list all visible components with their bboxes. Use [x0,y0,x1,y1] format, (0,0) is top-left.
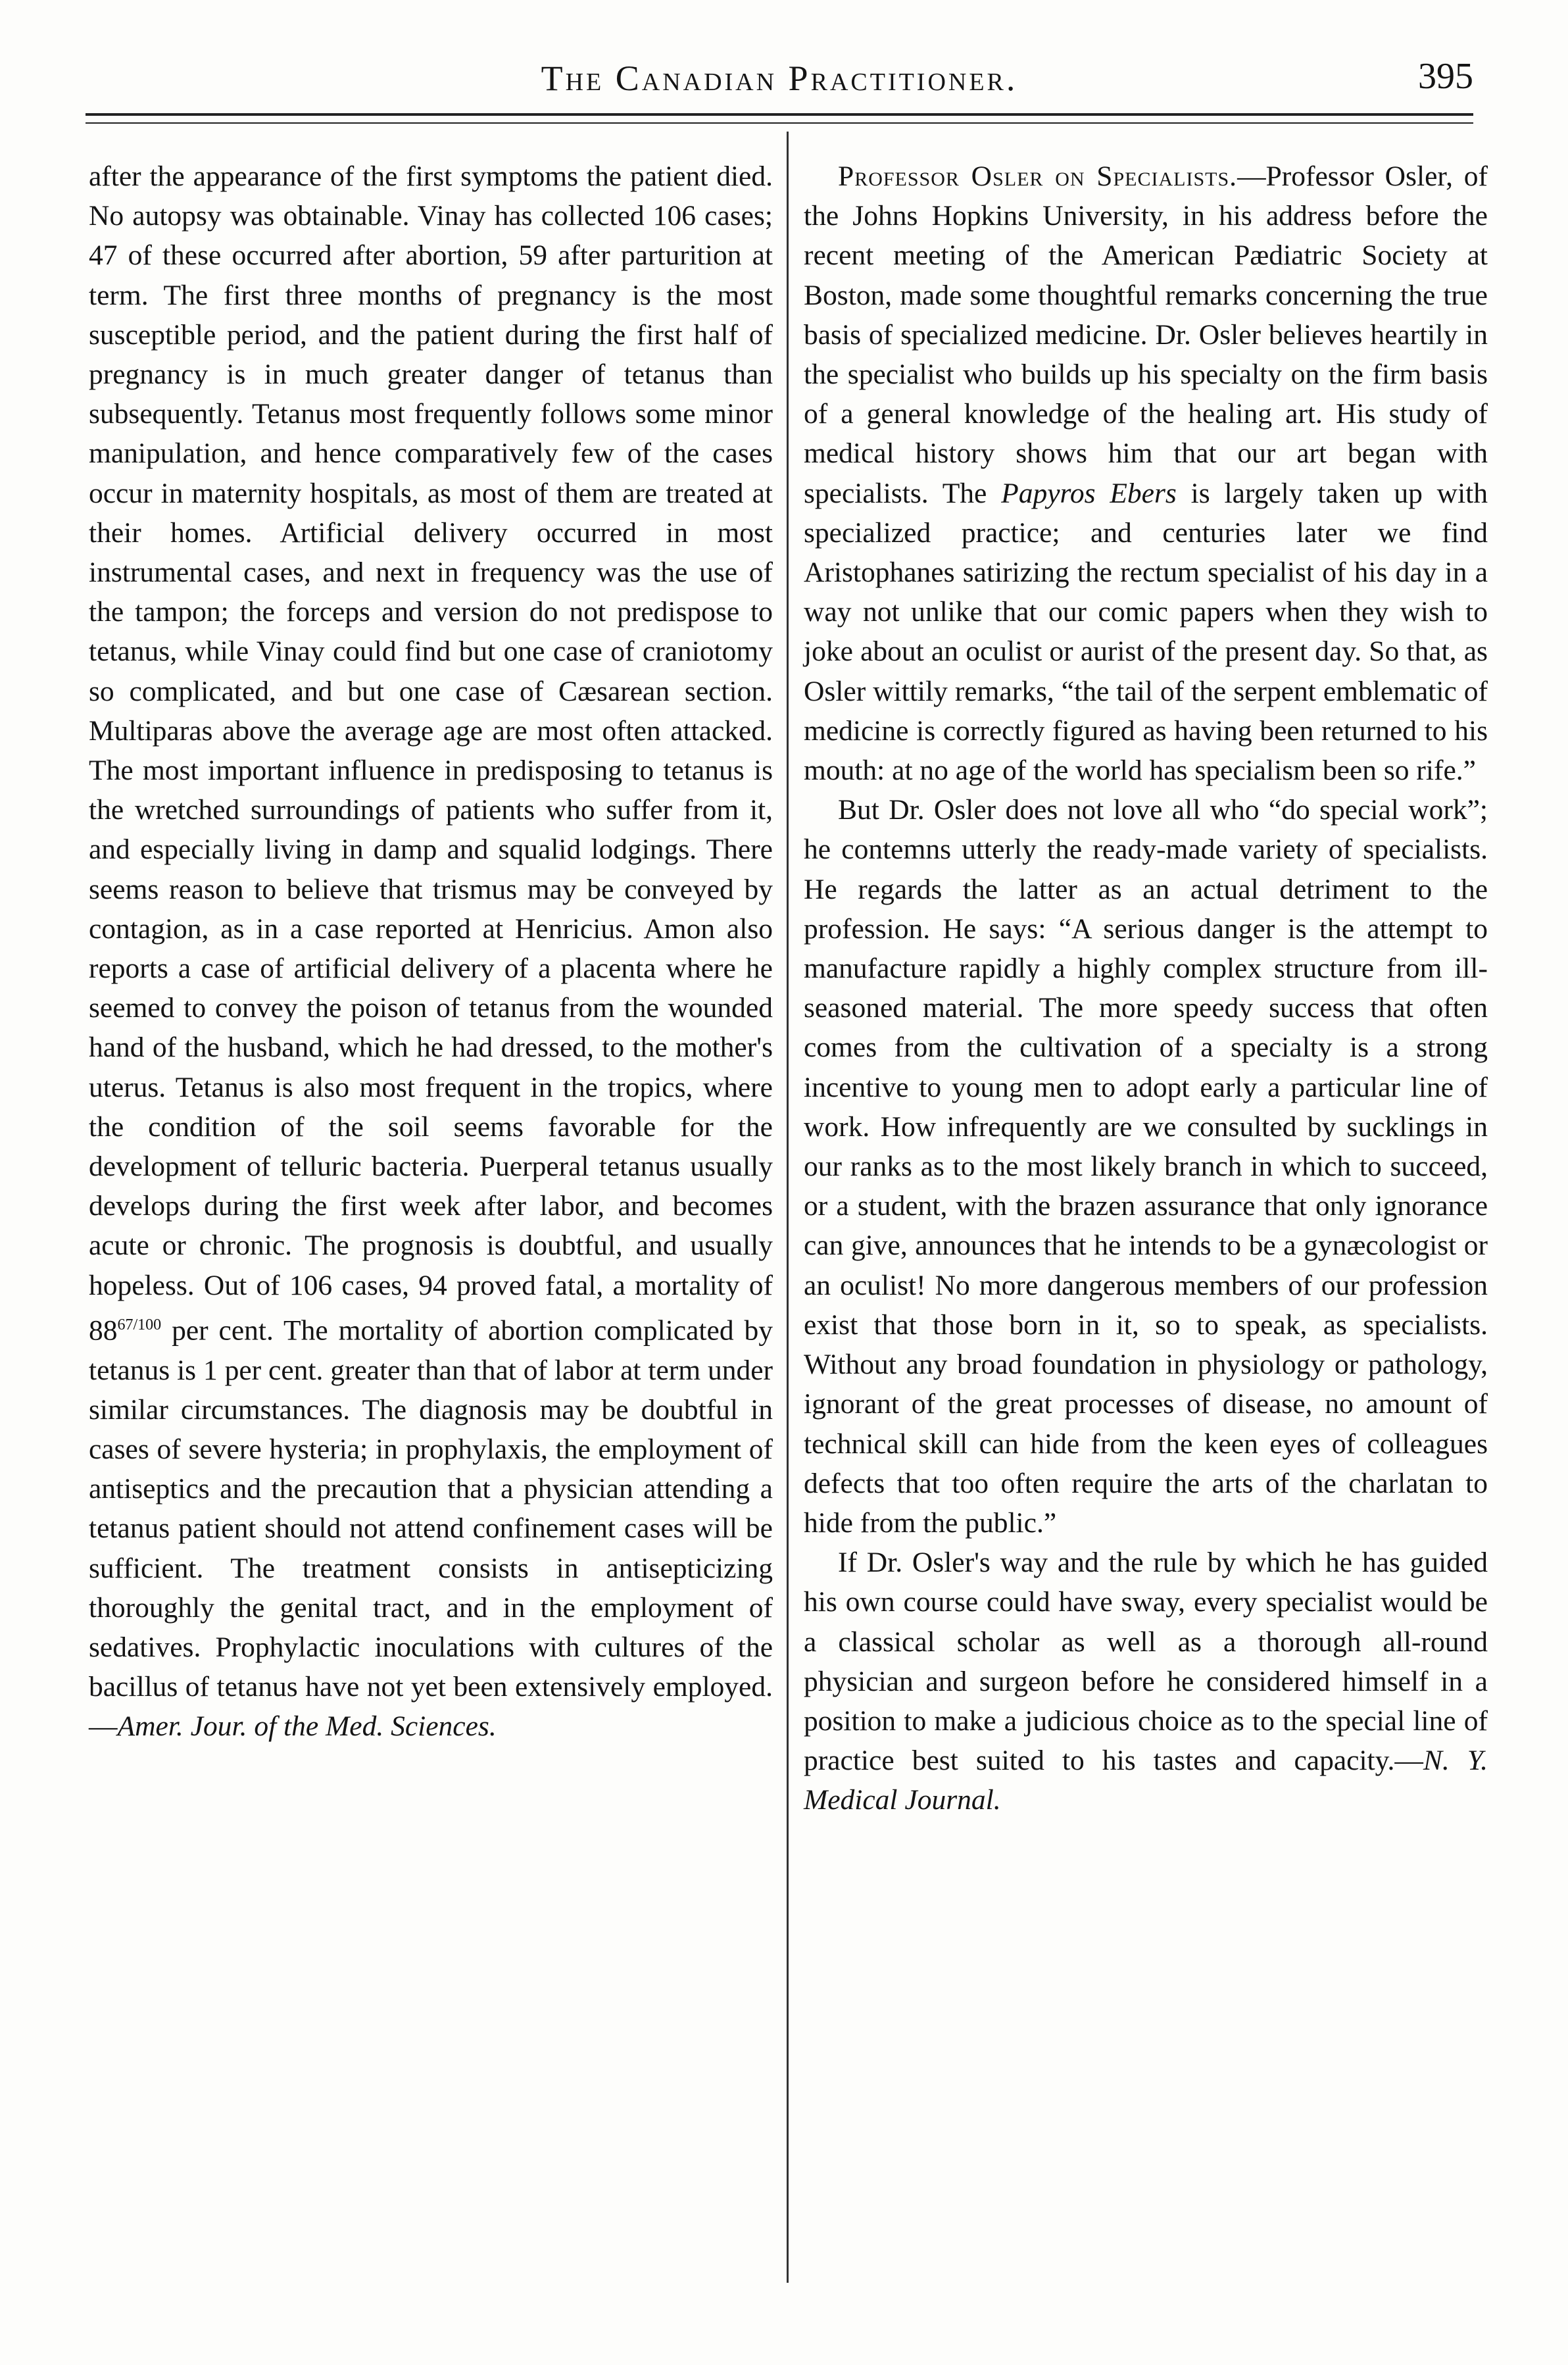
tetanus-text: after the appearance of the first symptoms the patient died. No autopsy was obtainable. Vinay has collected 106 cases; 47 of these occurred after abortion, 59 after parturition at term. The first three months of pregnancy is the most susceptible period, and the patient during the first half of pregnancy is in much greater danger of tetanus than subsequently. Tetanus most frequently follows some minor manipulation, and hence comparatively few of the cases occur in maternity hospitals, as most of them are treated at their homes. Artificial delivery occurred in most instrumental cases, and next in frequency was the use of the tampon; the forceps and version do not predispose to tetanus, while Vinay could find but one case of craniotomy so complicated, and but one case of Cæsarean section. Multiparas above the average age are most often attacked. The most important influence in predisposing to tetanus is the wretched surroundings of patients who suffer from it, and especially living in damp and squalid lodgings. There seems reason to believe that trismus may be conveyed by contagion, as in a case reported at Henricius. Amon also reports a case of artificial delivery of a placenta where he seemed to convey the poison of tetanus from the wounded hand of the husband, which he had dressed, to the mother's uterus. Tetanus is also most frequent in the tropics, where the condition of the soil seems favorable for the development of telluric bacteria. Puerperal tetanus usually develops during the first week after labor, and becomes acute or chronic. The prognosis is doubtful, and usually hopeless. Out of 106 cases, 94 proved fatal, a mortality of 88 [89,161,773,1347]
osler-p1-text-cont: is largely taken up with specialized practice; and centuries later we find Aristophanes satirizing the rectum specialist of his day in a way not unlike that our comic papers when they wish to joke about an oculist or aurist of the present day. So that, as Osler wittily remarks, “the tail of the serpent emblematic of medicine is correctly figured as having been returned to his mouth: at no age of the world has specialism been so rife.” [804,477,1488,787]
page-number: 395 [1418,56,1473,97]
running-head [86,46,1473,112]
tetanus-article-paragraph [89,157,773,1747]
left-column [89,157,773,1747]
papyros-ebers: Papyros Ebers [1001,477,1177,509]
journal-title: The Canadian Practitioner. [541,59,1018,98]
tetanus-source-citation: Amer. Jour. of the Med. Sciences. [117,1710,497,1743]
header-rule-top [86,113,1473,116]
osler-paragraph-2: But Dr. Osler does not love all who “do special work”; he contemns utterly the ready-made variety of specialists. He regards the latter as an actual detriment to the profession. He says: “A serious danger is the attempt to manufacture rapidly a highly complex structure from ill-seasoned material. The more speedy success that often comes from the cultivation of a specialty is a strong incentive to young men to adopt early a particular line of work. How infrequently are we consulted by sucklings in our ranks as to the most likely branch in which to succeed, or a student, with the brazen assurance that only ignorance can give, announces that he intends to be a gynæcologist or an oculist! No more dangerous members of our profession exist that those born in it, so to speak, as specialists. Without any broad foundation in physiology or pathology, ignorant of the great processes of disease, no amount of technical skill can hide from the keen eyes of colleagues defects that too often require the arts of the charlatan to hide from the public.” [804,794,1488,1539]
osler-heading: Professor Osler on Specialists. [838,161,1238,192]
osler-paragraph-1 [804,157,1488,790]
osler-p1-text: —Professor Osler, of the Johns Hopkins University, in his address before the recent meeting of the American Pædiatric Society at Boston, made some thoughtful remarks concerning the true basis of specialized medicine. Dr. Osler believes heartily in the specialist who builds up his specialty on the firm basis of a general knowledge of the healing art. His study of medical history shows him that our art began with specialists. The [804,161,1488,509]
right-column [804,157,1488,1820]
tetanus-text-cont: per cent. The mortality of abortion complicated by tetanus is 1 per cent. greater than that of labor at term under similar circumstances. The diagnosis may be doubtful in cases of severe hysteria; in prophylaxis, the employment of antiseptics and the precaution that a physician attending a tetanus patient should not attend confinement cases will be sufficient. The treatment consists in antisepticizing thoroughly the genital tract, and in the employment of sedatives. Prophylactic inoculations with cultures of the bacillus of tetanus have not yet been extensively employed.— [89,1314,773,1743]
osler-paragraph-3 [804,1543,1488,1820]
osler-p3-text: If Dr. Osler's way and the rule by which he has guided his own course could have sway, every specialist would be a classical scholar as well as a thorough all-round physician and surgeon before he considered himself in a position to make a judicious choice as to the special line of practice best suited to his tastes and capacity.— [804,1547,1488,1777]
mortality-fraction: 67/100 [117,1316,162,1333]
column-divider [787,132,789,2283]
osler-source-citation: N. Y. Medical Journal. [804,1745,1488,1816]
header-rule-bottom [86,122,1473,124]
